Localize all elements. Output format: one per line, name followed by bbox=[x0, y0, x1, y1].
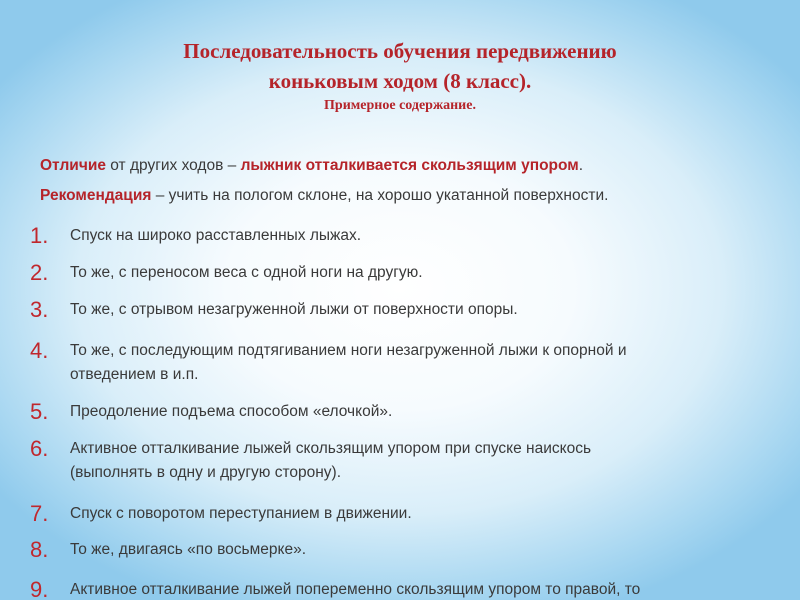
slide-title-line1: Последовательность обучения передвижению bbox=[183, 39, 617, 63]
list-text bbox=[70, 437, 770, 485]
list-number: 4. bbox=[30, 338, 49, 363]
list-item-3 bbox=[30, 298, 770, 322]
list-number: 7. bbox=[30, 501, 49, 526]
list-item-1 bbox=[30, 224, 770, 248]
intro-difference-label: Отличие bbox=[40, 157, 106, 174]
intro-difference bbox=[40, 157, 780, 175]
list-item-2 bbox=[30, 261, 770, 285]
list-item-9 bbox=[30, 578, 770, 600]
list-text bbox=[70, 339, 770, 387]
slide-title-line2: коньковым ходом (8 класс). bbox=[268, 69, 532, 93]
list-item-5 bbox=[30, 400, 770, 424]
intro-difference-text: от других ходов – bbox=[105, 157, 241, 174]
list-item-7 bbox=[30, 502, 770, 526]
list-text-line2: отведением в и.п. bbox=[70, 366, 199, 383]
list-text-line2: (выполнять в одну и другую сторону). bbox=[70, 464, 342, 481]
list-text: То же, с переносом веса с одной ноги на другую. bbox=[70, 264, 423, 281]
intro-recommendation-text: – учить на пологом склоне, на хорошо укатанной поверхности. bbox=[151, 187, 609, 204]
list-text: Активное отталкивание лыжей попеременно скользящим упором то правой, то bbox=[70, 581, 641, 598]
list-text: Преодоление подъема способом «елочкой». bbox=[70, 403, 393, 420]
list-number: 1. bbox=[30, 223, 49, 248]
intro-difference-end: . bbox=[578, 157, 584, 174]
list-number: 5. bbox=[30, 399, 49, 424]
slide-subtitle: Примерное содержание. bbox=[324, 98, 476, 113]
list-number: 3. bbox=[30, 297, 49, 322]
list-text-line1: То же, с последующим подтягиванием ноги незагруженной лыжи к опорной и bbox=[70, 342, 627, 359]
list-text: Спуск с поворотом переступанием в движении. bbox=[70, 505, 412, 522]
list-number: 6. bbox=[30, 436, 49, 461]
list-number: 9. bbox=[30, 577, 49, 600]
list-text: То же, двигаясь «по восьмерке». bbox=[70, 541, 307, 558]
intro-recommendation-label: Рекомендация bbox=[40, 187, 152, 204]
list-text: То же, с отрывом незагруженной лыжи от поверхности опоры. bbox=[70, 301, 518, 318]
list-number: 2. bbox=[30, 260, 49, 285]
list-item-4 bbox=[30, 339, 770, 387]
intro-difference-highlight: лыжник отталкивается скользящим упором bbox=[240, 157, 579, 174]
list-text-line1: Активное отталкивание лыжей скользящим упором при спуске наискось bbox=[70, 440, 592, 457]
list-text: Спуск на широко расставленных лыжах. bbox=[70, 227, 362, 244]
list-item-8 bbox=[30, 538, 770, 562]
intro-recommendation bbox=[40, 187, 780, 205]
list-number: 8. bbox=[30, 537, 49, 562]
list-item-6 bbox=[30, 437, 770, 485]
